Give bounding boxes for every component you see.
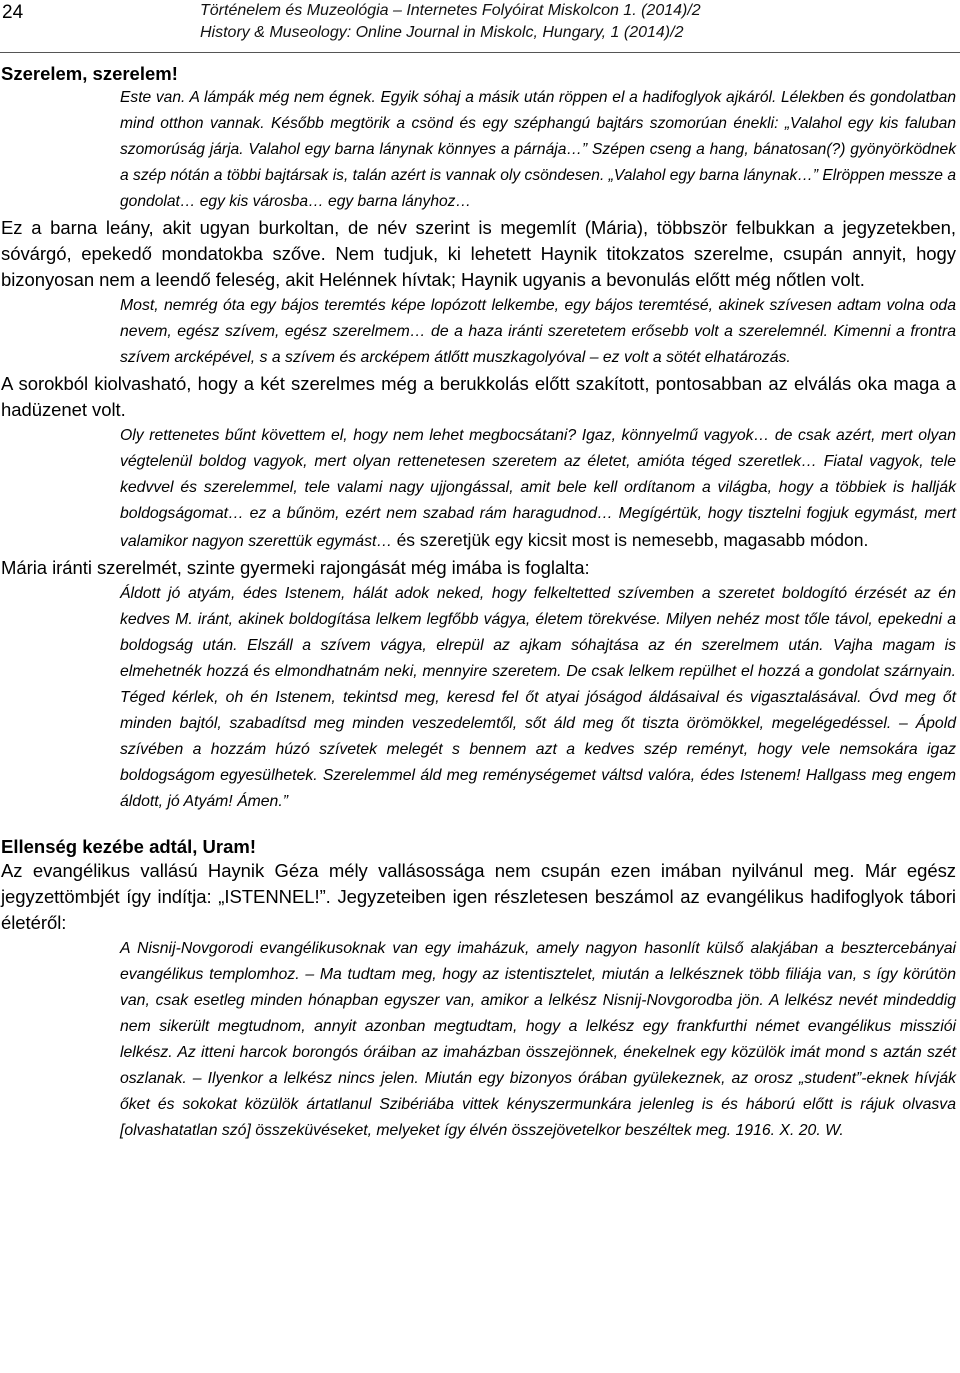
quote-terrible-sin-italic: Oly rettenetes bűnt követtem el, hogy nem lehet megbocsátani? Igaz, könnyelmű vagyok… de csak azért, mert olyan végtelenül boldog vagyok, mert olyan rettenetesen szeretem az életet, amióta téged szeretlek… Fiatal vagyok, tele kedvvel és szerelemmel, tele valami nagy ujjongással, amit bele kell ordítanom a világba, hogy a többiek is hallják boldogságomat… ez a bűnöm, ezért nem szabad rám haragudnod… Megígértük, hogy tisztelni fogjuk egymást, mert valamikor nagyon szerettük egymást… (120, 427, 956, 550)
page-header (0, 0, 960, 52)
paragraph-separation: A sorokból kiolvasható, hogy a két szerelmes még a berukkolás előtt szakított, pontosabban az elválás oka maga a hadüzenet volt. (1, 373, 956, 420)
header-divider (0, 52, 960, 53)
paragraph-prayer-intro: Mária iránti szerelmét, szinte gyermeki rajongását még imába is foglalta: (1, 557, 590, 578)
journal-title-hungarian: Történelem és Muzeológia – Internetes Folyóirat Miskolcon 1. (2014)/2 (200, 2, 701, 19)
section-spacer (0, 815, 960, 835)
quote-nisnij-novgorod: A Nisnij-Novgorodi evangélikusoknak van egy imaházuk, amely nagyon hasonlít külső alakjában a besztercebányai evangélikus templomhoz. – Ma tudtam meg, hogy az istentisztelet, miután a lelkésznek több filiája van, s így körútön van, csak esetleg minden hónapban egyszer van, amikor a lelkész Nisnij-Novgorodba jön. A lelkész nevét mindeddig nem sikerült megtudnom, annyit azonban megtudtam, hogy a lelkész egy frankfurthi német evangélikus missziói lelkész. Az itteni harcok borongós óráiban az imaházban összejönnek, énekelnek egy közülök imát mond s aztán szét oszlanak. – Ilyenkor a lelkész nincs jelen. Miután egy bizonyos órában gyülekeznek, az orosz „student”-eknek hívják őket és sokokat közülök ártatlanul Szibériába vittek kényszermunkára jelenleg is és háború előtt is rájuk olvasva [olvashatatlan szó] összeküvéseket, melyeket így élvén összejövetelkor beszéltek meg. 1916. X. 20. W. (120, 940, 956, 1139)
quote-terrible-sin (120, 423, 956, 555)
paragraph-brown-girl: Ez a barna leány, akit ugyan burkoltan, de név szerint is megemlít (Mária), többször felbukkan a jegyzetekben, sóvárgó, epekedő mondatokba szőve. Nem tudjuk, ki lehetett Haynik titokzatos szerelme, csupán annyit, hogy bizonyosan nem a leendő feleség, akit Helénnek hívtak; Haynik ugyanis a bevonulás előtt még nőtlen volt. (1, 217, 956, 290)
journal-title-english: History & Museology: Online Journal in Miskolc, Hungary, 1 (2014)/2 (200, 24, 684, 41)
page-number: 24 (2, 2, 24, 23)
section-heading-enemy: Ellenség kezébe adtál, Uram! (1, 836, 256, 857)
quote-evening: Este van. A lámpák még nem égnek. Egyik sóhaj a másik után röppen el a hadifoglyok ajkáról. Lélekben és gondolatban mind otthon vannak. Később megtörik a csönd és egy széphangú bajtárs szomorúan énekli: „Valahol egy kis faluban szomorúság járja. Valahol egy barna lánynak könnyes a párnája…” Szépen cseng a hang, bánatosan(?) gyönyörködnek a szép nótán a többi bajtársak is, talán azért is vannak oly csöndesen. „Valahol egy barna lánynak…” Elröppen messze a gondolat… egy kis városba… egy barna lányhoz… (120, 89, 956, 210)
quote-terrible-sin-normal: és szeretjük egy kicsit most is nemesebb, magasabb módon. (396, 530, 869, 550)
article-body (0, 62, 960, 1144)
journal-title (200, 0, 701, 44)
quote-prayer: Áldott jó atyám, édes Istenem, hálát adok neked, hogy felkeltetted szívemben a szeretet boldogító érzését az én kedves M. iránt, akinek boldogítása lelkem legfőbb vágya, életem törekvése. Milyen nehéz most tőle távol, epekedni a boldogság után. Elszáll a szívem vágya, elrepül az ajkam sóhajtása az én szerelmem után. Vajha magam is elmehetnék hozzá és elmondhatnám neki, mennyire szeretem. De csak lelkem repülhet el hozzá a gondolat szárnyain. Téged kérlek, oh én Istenem, tekintsd meg, keresd fel őt atyai jóságod áldásaival és vigasztalásával. Óvd meg őt minden bajtól, szabadítsd meg minden veszedelemtől, sőt áld meg őt tiszta örömökkel, megelégedéssel. – Ápold szívében a hozzám húzó szívetek melegét s bennem azt a kedves szép reményt, hogy vele nemsokára igaz boldogságom egyesülhetek. Szerelemmel áld meg reménységemet váltsd valóra, édes Istenem! Hallgass meg engem áldott, jó Atyám! Ámen.” (120, 585, 956, 810)
paragraph-religiosity: Az evangélikus vallású Haynik Géza mély vallásossága nem csupán ezen imában nyilvánul meg. Már egész jegyzettömbjét így indítja: „ISTENNEL!”. Jegyzeteiben igen részletesen beszámol az evangélikus hadifoglyok tábori életéről: (1, 860, 956, 933)
section-heading-love: Szerelem, szerelem! (1, 63, 178, 84)
quote-charming-creature: Most, nemrég óta egy bájos teremtés képe lopózott lelkembe, egy bájos teremtésé, akinek szívesen adtam volna oda nevem, egész szívem, egész szerelmem… de a haza iránti szeretetem erősebb volt a szerelemnél. Kimenni a frontra szívem arcképével, s a szívem és arcképem átlőtt muszkagolyóval – ez volt a sötét elhatározás. (120, 297, 956, 366)
